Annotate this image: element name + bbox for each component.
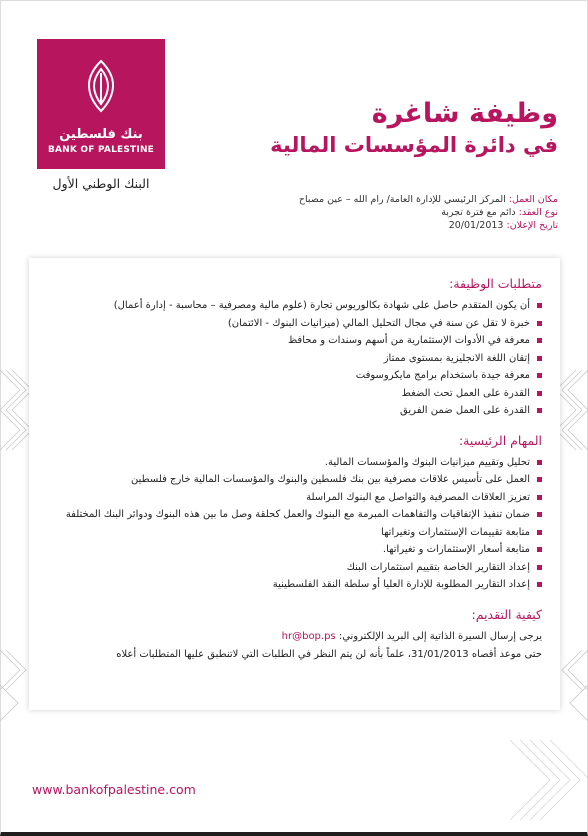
meta-label: تاريخ الإعلان: <box>506 220 558 231</box>
meta-label: مكان العمل: <box>508 194 558 205</box>
list-item: متابعة تقييمات الإستثمارات وتغيراتها <box>39 524 542 542</box>
list-item: العمل على تأسيس علاقات مصرفية بين بنك فلسطين والبنوك والمؤسسات المالية خارج فلسطين <box>39 471 542 489</box>
list-item: ضمان تنفيذ الإتفاقيات والتفاهمات المبرمة مع البنوك والعمل كحلقة وصل ما بين هذه البنوك ودوائر البنك المختلفة <box>39 506 542 524</box>
list-item: خبرة لا تقل عن سنة في مجال التحليل المالي (ميزانيات البنوك - الائتمان) <box>39 315 542 333</box>
list-item: تعزيز العلاقات المصرفية والتواصل مع البنوك المراسلة <box>39 489 542 507</box>
list-item: متابعة أسعار الإستثمارات و تغيراتها. <box>39 541 542 559</box>
logo-name-arabic: بنك فلسطين <box>59 127 143 142</box>
apply-email-link[interactable]: hr@bop.ps <box>281 630 336 642</box>
page-subtitle: في دائرة المؤسسات المالية <box>270 133 558 157</box>
footer-chevron-decoration <box>360 740 588 830</box>
apply-text: يرجى إرسال السيرة الذاتية إلى البريد الإلكتروني: <box>335 630 542 642</box>
logo-name-english: BANK OF PALESTINE <box>47 145 155 155</box>
list-item: إعداد التقارير المطلوبة للإدارة العليا أو سلطة النقد الفلسطينية <box>39 576 542 594</box>
apply-deadline: حتى موعد أقصاه 31/01/2013، علماً بأنه لن يتم النظر في الطلبات التي لاتنطبق عليها المتطلبات أعلاه <box>116 648 542 660</box>
meta-value: دائم مع فترة تجربة <box>441 207 519 218</box>
apply-title: كيفية التقديم: <box>471 606 542 622</box>
list-item: إتقان اللغة الانجليزية بمستوى ممتاز <box>39 350 542 368</box>
meta-value: 20/01/2013 <box>448 220 507 231</box>
list-item: القدرة على العمل ضمن الفريق <box>39 402 542 420</box>
meta-label: نوع العقد: <box>518 207 558 218</box>
apply-instructions <box>39 628 542 646</box>
list-item: أن يكون المتقدم حاصل على شهادة بكالوريوس تجارة (علوم مالية ومصرفية – محاسبة - إدارة أعمال) <box>39 297 542 315</box>
logo-tagline: البنك الوطني الأول <box>52 176 150 191</box>
meta-contract <box>299 206 558 219</box>
duties-title: المهام الرئيسية: <box>458 432 542 448</box>
list-item: إعداد التقارير الخاصة بتقييم استثمارات البنك <box>39 559 542 577</box>
bank-logo <box>37 39 165 169</box>
list-item: معرفة جيدة باستخدام برامج مايكروسوفت <box>39 367 542 385</box>
page-title: وظيفة شاغرة <box>371 98 558 129</box>
list-item: القدرة على العمل تحت الضغط <box>39 385 542 403</box>
duties-list <box>39 454 542 594</box>
meta-value: المركز الرئيسي للإدارة العامة/ رام الله – عين مصباح <box>298 194 509 205</box>
job-meta <box>299 193 558 232</box>
list-item: تحليل وتقييم ميزانيات البنوك والمؤسسات المالية. <box>39 454 542 472</box>
meta-location <box>299 193 558 206</box>
footer-website-link[interactable]: www.bankofpalestine.com <box>32 782 196 797</box>
requirements-title: متطلبات الوظيفة: <box>449 276 542 291</box>
job-details-panel <box>29 258 560 710</box>
list-item: معرفة في الأدوات الإستثمارية من أسهم وسندات و محافظ <box>39 332 542 350</box>
bank-emblem-icon <box>85 59 117 113</box>
requirements-list <box>39 297 542 420</box>
meta-date <box>299 219 558 232</box>
